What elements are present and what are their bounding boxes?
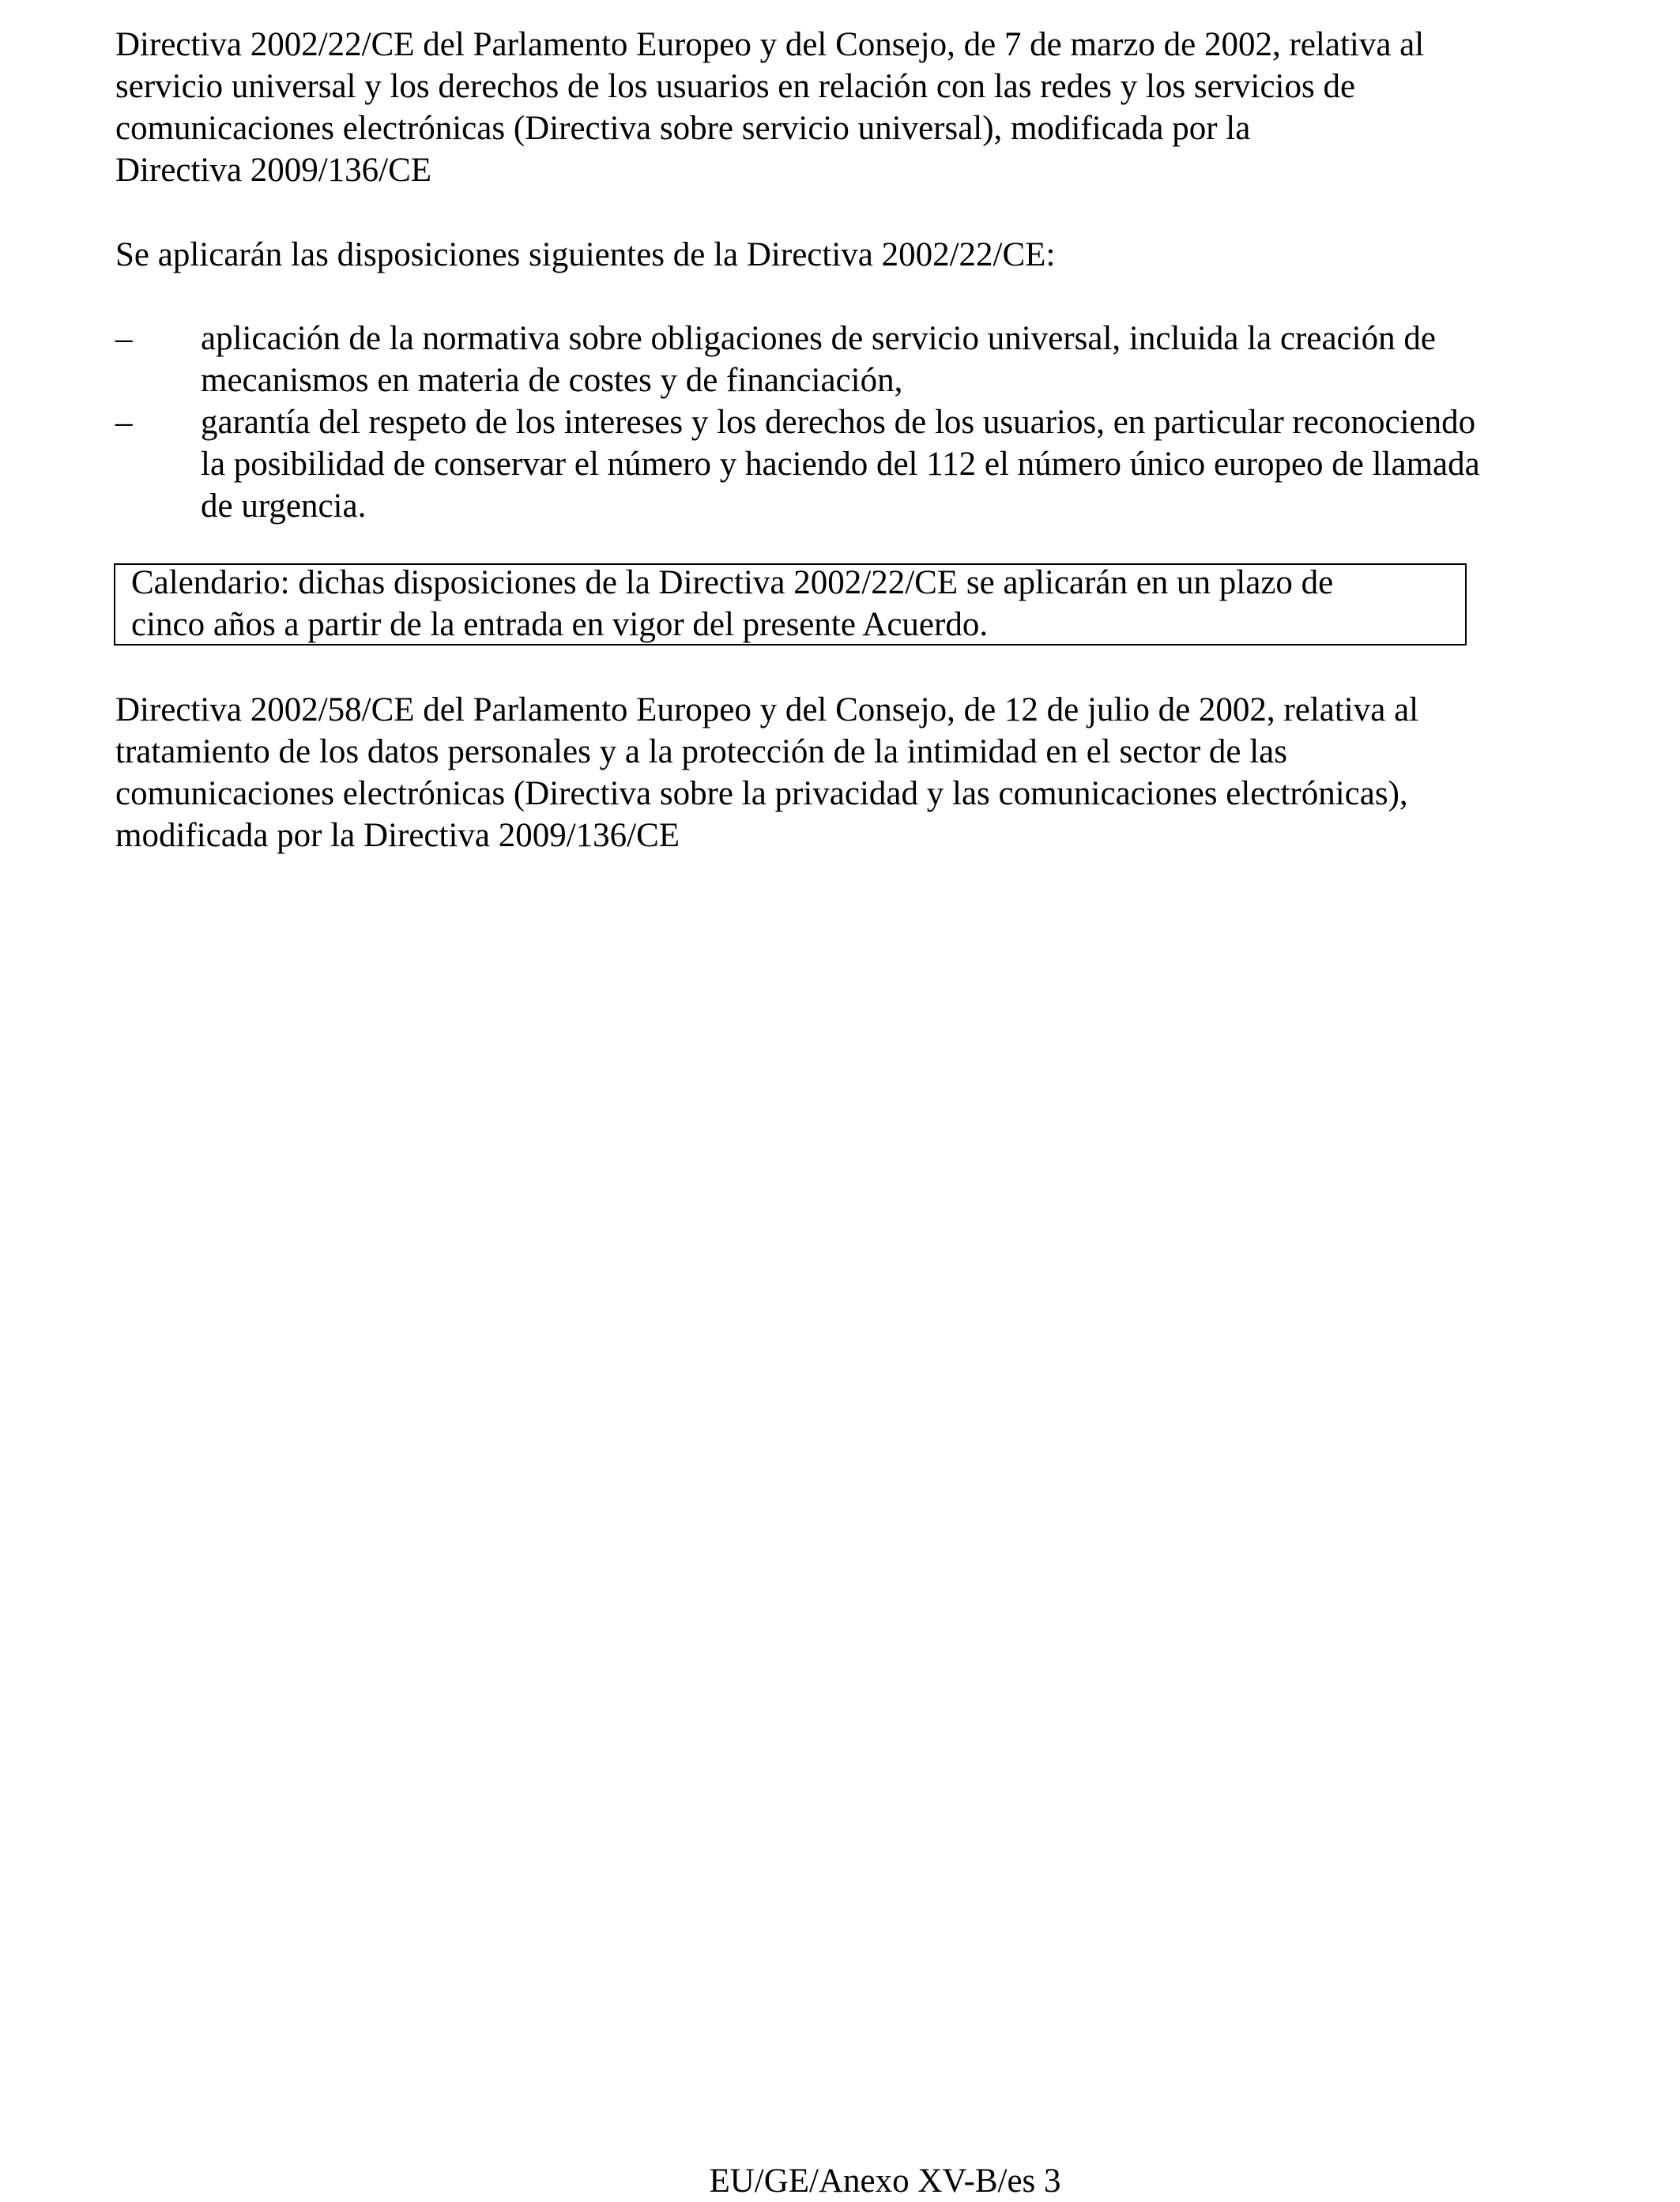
text-line: comunicaciones electrónicas (Directiva sobre servicio universal), modificada por la xyxy=(115,110,1251,147)
text-line: modificada por la Directiva 2009/136/CE xyxy=(115,817,680,854)
text-line: servicio universal y los derechos de los usuarios en relación con las redes y los servicios de xyxy=(115,68,1356,105)
provisions-intro-paragraph xyxy=(115,234,1601,276)
dash-bullet: – xyxy=(115,320,133,357)
text-line: Directiva 2002/22/CE del Parlamento Europeo y del Consejo, de 7 de marzo de 2002, relativa al xyxy=(115,26,1425,63)
text-line: Directiva 2009/136/CE xyxy=(115,152,432,189)
directive-2002-58-paragraph xyxy=(115,689,1601,856)
calendar-box xyxy=(114,563,1467,646)
directive-2002-22-paragraph xyxy=(115,24,1601,191)
list-item xyxy=(115,318,1601,401)
text-line: Directiva 2002/58/CE del Parlamento Europeo y del Consejo, de 12 de julio de 2002, relativa al xyxy=(115,691,1419,728)
text-line: mecanismos en materia de costes y de financiación, xyxy=(201,362,903,399)
text-line: de urgencia. xyxy=(201,487,367,525)
provisions-list xyxy=(115,318,1601,527)
text-line: garantía del respeto de los intereses y los derechos de los usuarios, en particular reconociendo xyxy=(201,404,1476,441)
text-line: Se aplicarán las disposiciones siguientes de la Directiva 2002/22/CE: xyxy=(115,236,1056,273)
dash-bullet: – xyxy=(115,404,133,441)
text-line: comunicaciones electrónicas (Directiva sobre la privacidad y las comunicaciones electrónicas), xyxy=(115,775,1408,812)
text-line: la posibilidad de conservar el número y haciendo del 112 el número único europeo de llamada xyxy=(201,446,1480,483)
list-item xyxy=(115,401,1601,527)
text-line: tratamiento de los datos personales y a la protección de la intimidad en el sector de las xyxy=(115,733,1287,770)
text-line: Calendario: dichas disposiciones de la Directiva 2002/22/CE se aplicarán en un plazo de xyxy=(131,564,1334,601)
footer-reference: EU/GE/Anexo XV-B/es 3 xyxy=(709,2162,1061,2200)
text-line: cinco años a partir de la entrada en vigor del presente Acuerdo. xyxy=(131,606,989,643)
page-footer xyxy=(0,2160,1680,2202)
text-line: aplicación de la normativa sobre obligaciones de servicio universal, incluida la creación de xyxy=(201,320,1436,357)
